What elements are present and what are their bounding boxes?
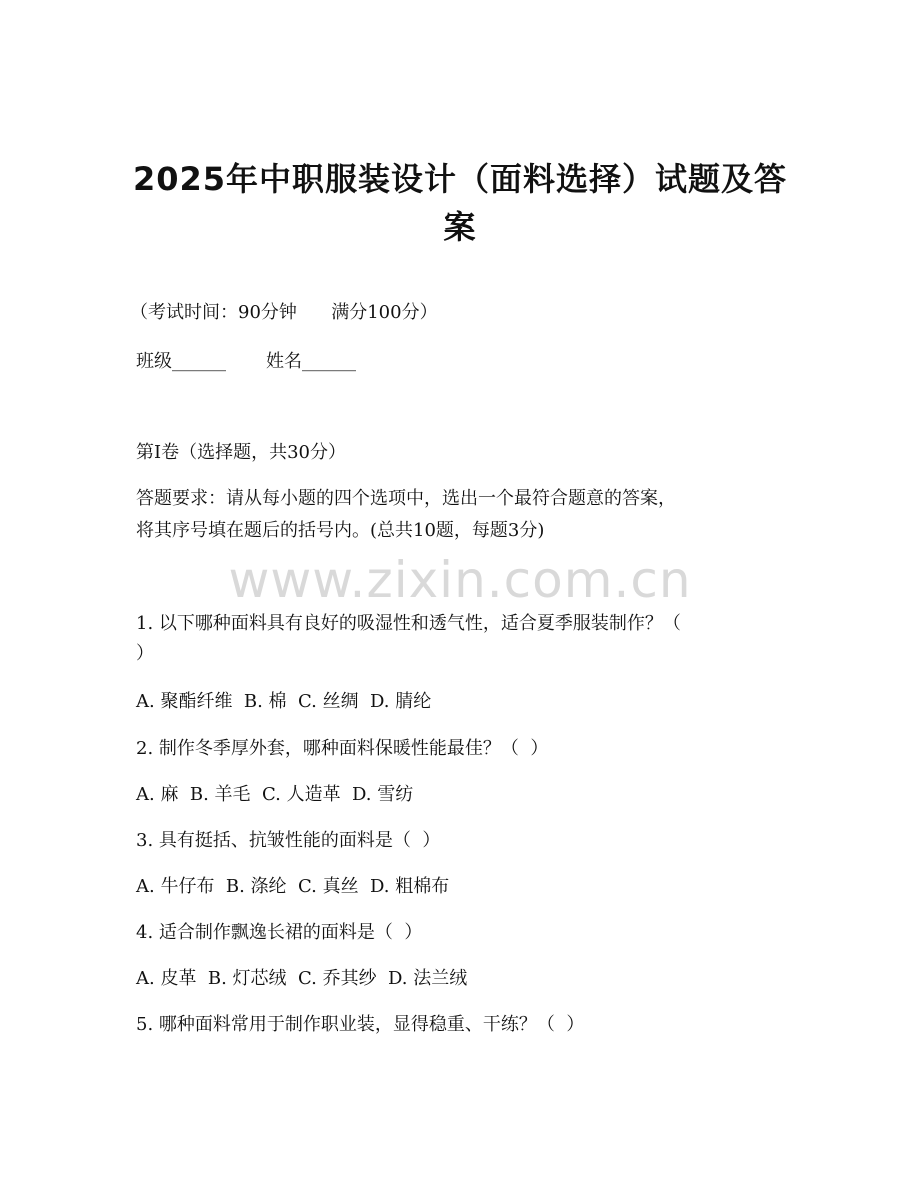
instructions-line-2: 将其序号填在题后的括号内。(总共10题，每题3分) — [136, 520, 545, 541]
question-1-options: A. 聚酯纤维 B. 棉 C. 丝绸 D. 腈纶 — [136, 691, 432, 712]
watermark: www.zixin.com.cn — [228, 551, 692, 609]
section-heading: 第I卷（选择题，共30分） — [136, 442, 347, 463]
question-3-stem: 3. 具有挺括、抗皱性能的面料是（ ） — [136, 830, 441, 851]
question-4-stem: 4. 适合制作飘逸长裙的面料是（ ） — [136, 922, 423, 943]
question-2-options: A. 麻 B. 羊毛 C. 人造革 D. 雪纺 — [136, 784, 414, 805]
question-1-stem-line-1: 1. 以下哪种面料具有良好的吸湿性和透气性，适合夏季服装制作？（ — [136, 613, 681, 634]
question-3-options: A. 牛仔布 B. 涤纶 C. 真丝 D. 粗棉布 — [136, 876, 450, 897]
exam-info: （考试时间：90分钟 满分100分） — [130, 302, 438, 323]
document-title-line-2: 案 — [443, 208, 477, 246]
question-2-stem: 2. 制作冬季厚外套，哪种面料保暖性能最佳？（ ） — [136, 738, 549, 759]
document-title-line-1: 2025年中职服装设计（面料选择）试题及答 — [132, 160, 788, 198]
instructions-line-1: 答题要求：请从每小题的四个选项中，选出一个最符合题意的答案， — [136, 488, 676, 509]
question-4-options: A. 皮革 B. 灯芯绒 C. 乔其纱 D. 法兰绒 — [136, 968, 468, 989]
question-5-stem: 5. 哪种面料常用于制作职业装，显得稳重、干练？（ ） — [136, 1014, 585, 1035]
question-1-stem-line-2: ） — [136, 643, 154, 664]
class-name-line: 班级______ 姓名______ — [136, 351, 357, 372]
